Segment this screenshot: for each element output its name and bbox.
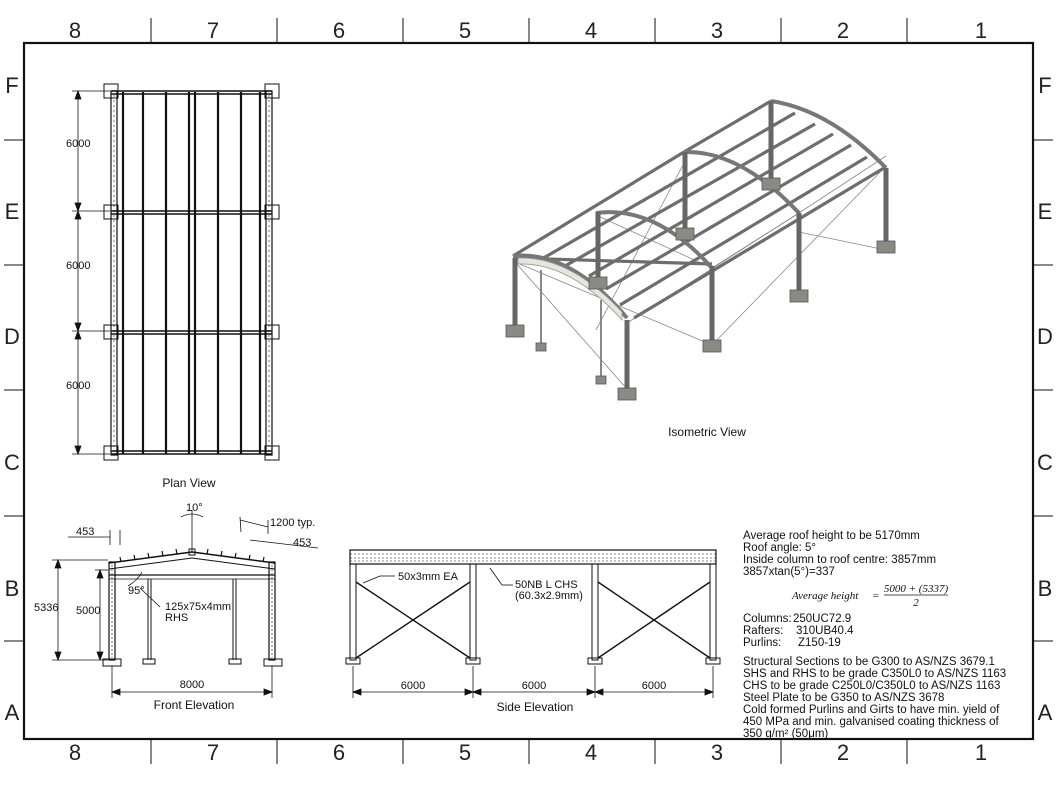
- plan-view: [66, 84, 279, 490]
- row-zone-labels-right: [1037, 73, 1053, 725]
- front-elevation: [34, 502, 318, 712]
- zone-col-2: 2: [836, 18, 850, 43]
- plan-bay-dim-1: 6000: [66, 138, 91, 150]
- zone-col-7-bottom: 7: [206, 740, 220, 765]
- plan-view-frame: [104, 84, 279, 460]
- zone-row-d: D: [4, 324, 20, 349]
- isometric-view: [506, 101, 895, 439]
- zone-row-f: F: [5, 73, 19, 98]
- formula-equals: =: [872, 590, 880, 602]
- member-purlins-value: Z150-19: [798, 637, 841, 649]
- zone-col-4-bottom: 4: [584, 740, 598, 765]
- formula-lhs: Average height: [792, 590, 859, 602]
- zone-row-e-right: E: [1037, 199, 1053, 224]
- front-elevation-caption: Front Elevation: [153, 698, 235, 712]
- front-angle-label: 95°: [128, 585, 145, 597]
- column-zone-labels-bottom: [69, 740, 987, 765]
- spec-line-3: CHS to be grade C250L0/C350L0 to AS/NZS 1163: [743, 680, 1001, 692]
- front-span: 8000: [179, 679, 205, 691]
- spec-line-4: Steel Plate to be G350 to AS/NZS 3678: [743, 692, 945, 704]
- member-rafters-label: Rafters:: [743, 625, 784, 637]
- side-brace-label: 50x3mm EA: [398, 571, 458, 583]
- zone-row-e: E: [4, 199, 20, 224]
- zone-col-6: 6: [332, 18, 346, 43]
- spec-line-2: SHS and RHS to be grade C350L0 to AS/NZS 1163: [743, 668, 1007, 680]
- spec-line-5: Cold formed Purlins and Girts to have min. yield of: [743, 704, 1000, 716]
- plan-bay-dim-3: 6000: [66, 380, 91, 392]
- member-rafters-value: 310UB40.4: [796, 625, 854, 637]
- zone-col-2-bottom: 2: [836, 740, 850, 765]
- formula-denominator: 2: [913, 597, 919, 609]
- side-bay-dim-2: 6000: [521, 680, 547, 692]
- zone-col-4: 4: [584, 18, 598, 43]
- member-columns-value: 250UC72.9: [793, 613, 852, 625]
- member-columns-label: Columns:: [743, 613, 792, 625]
- member-purlins-label: Purlins:: [743, 637, 782, 649]
- average-height-formula: [791, 583, 948, 609]
- note-roof-2: Roof angle: 5°: [743, 542, 817, 554]
- front-eave-height: 5000: [76, 605, 101, 617]
- zone-row-b-right: B: [1037, 576, 1053, 601]
- zone-row-d-right: D: [1037, 324, 1053, 349]
- zone-row-b: B: [4, 576, 20, 601]
- spec-line-6: 450 MPa and min. galvanised coating thickness of: [743, 716, 999, 728]
- zone-row-a-right: A: [1037, 700, 1053, 725]
- front-eave-overhang-right: 453: [293, 537, 312, 549]
- side-elevation-frame: [346, 550, 720, 664]
- note-roof-1: Average roof height to be 5170mm: [743, 530, 920, 542]
- zone-row-a: A: [4, 700, 20, 725]
- spec-line-7: 350 g/m² (50μm): [743, 728, 829, 740]
- isometric-view-caption: Isometric View: [668, 425, 746, 439]
- front-total-height: 5336: [34, 602, 59, 614]
- column-zone-labels-top: [69, 18, 987, 43]
- side-bay-dim-3: 6000: [641, 680, 667, 692]
- isometric-structure: [506, 101, 895, 400]
- side-chs-label-1: 50NB L CHS: [515, 579, 578, 591]
- side-bay-dim-1: 6000: [400, 680, 426, 692]
- zone-col-5: 5: [458, 18, 472, 43]
- zone-col-8: 8: [68, 18, 82, 43]
- zone-row-c-right: C: [1037, 450, 1053, 475]
- spec-line-1: Structural Sections to be G300 to AS/NZS 3679.1: [743, 656, 995, 668]
- side-elevation-caption: Side Elevation: [496, 700, 574, 714]
- note-roof-3: Inside column to roof centre: 3857mm: [743, 554, 937, 566]
- side-chs-label-2: (60.3x2.9mm): [515, 590, 583, 602]
- plan-bay-dim-2: 6000: [66, 260, 91, 272]
- front-section-label-1: 125x75x4mm: [165, 601, 232, 613]
- zone-row-c: C: [4, 450, 20, 475]
- front-section-label-2: RHS: [165, 612, 189, 624]
- zone-col-1: 1: [974, 18, 988, 43]
- zone-col-5-bottom: 5: [458, 740, 472, 765]
- zone-col-3-bottom: 3: [710, 740, 724, 765]
- zone-col-7: 7: [206, 18, 220, 43]
- note-roof-4: 3857xtan(5°)=337: [743, 566, 835, 578]
- zone-col-1-bottom: 1: [974, 740, 988, 765]
- side-elevation: [346, 550, 720, 714]
- zone-col-8-bottom: 8: [68, 740, 82, 765]
- zone-col-3: 3: [710, 18, 724, 43]
- plan-view-caption: Plan View: [162, 476, 216, 490]
- zone-col-6-bottom: 6: [332, 740, 346, 765]
- row-zone-labels-left: [4, 73, 20, 725]
- design-notes: [743, 530, 1006, 740]
- sheet-frame: [4, 18, 1053, 764]
- zone-row-f-right: F: [1038, 73, 1052, 98]
- formula-numerator: 5000 + (5337): [883, 583, 949, 595]
- front-roof-angle: 10°: [186, 502, 203, 514]
- front-eave-overhang-left: 453: [76, 526, 95, 538]
- front-purlin-spacing: 1200 typ.: [270, 517, 316, 529]
